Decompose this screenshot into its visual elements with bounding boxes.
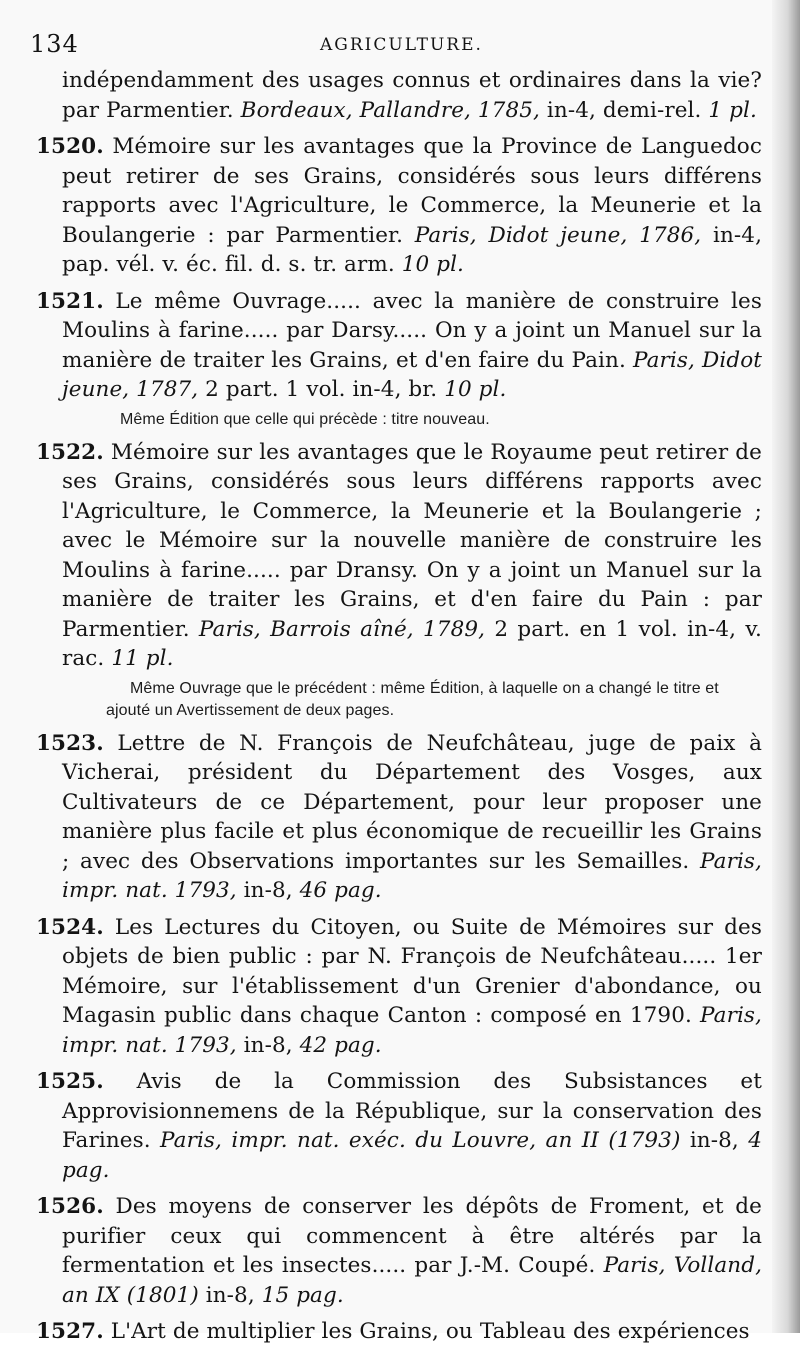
entry-text: Les Lectures du Citoyen, ou Suite de Mémoires sur des objets de bien public : par N. François de Neufchâteau..... 1er Mémoire, sur l'établissement d'un Grenier d'abondance, ou Magasin public dans chaque Canton : composé en 1790. [62,914,762,1028]
entry-plates: 11 pl. [111,646,174,671]
scan-page-edge [772,0,800,1333]
entry-text: Des moyens de conserver les dépôts de Froment, et de purifier ceux qui commencent à être altérés par la fermentation et les insectes..... par J.-M. Coupé. [62,1194,762,1278]
entry-number: 1527. [36,1319,104,1344]
entry-plates: 1 pl. [708,97,757,123]
entry-text: in-8, [236,1032,300,1058]
entry-imprint: Paris, Didot jeune, 1786, [414,222,702,248]
entry-1526 [36,1192,762,1310]
entry-imprint: Paris, impr. nat. exéc. du Louvre, an II (1793) [160,1128,681,1153]
running-head: AGRICULTURE. [320,35,483,55]
entry-pages: 42 pag. [299,1032,382,1058]
entry-imprint: Paris, Volland, an IX (1801) [62,1253,763,1308]
entry-1523 [36,729,762,906]
entry-plates: 10 pl. [444,377,507,402]
entry-imprint: Paris, Didot jeune, 1787, [62,347,762,402]
entry-text: 2 part. en 1 vol. in-4, v. rac. [62,616,762,671]
entry-1524 [36,913,762,1061]
entry-number: 1525. [36,1069,104,1094]
entry-text: in-4, demi-rel. [539,97,709,123]
entry-imprint: Paris, impr. nat. 1793, [62,1003,762,1058]
entry-number: 1520. [36,134,104,159]
page-number: 134 [30,30,79,58]
entry-pages: 46 pag. [299,878,382,903]
entry-text: Mémoire sur les avantages que le Royaume peut retirer de ses Grains, considérés sous leurs différens rapports avec l'Agriculture, le Commerce, la Meunerie et la Boulangerie ; avec le Mémoire sur la nouvelle manière de construire les Moulins à farine..... par Dransy. On y a joint un Manuel sur la manière de traiter les Grains, et d'en faire du Pain : par Parmentier. [62,439,762,642]
entry-1525 [36,1067,762,1185]
entry-1522 [36,438,762,674]
page-header [30,30,750,58]
entry-number: 1526. [36,1194,104,1219]
entry-1521 [36,287,762,405]
entry-text: in-8, [680,1128,749,1153]
entry-pages: 15 pag. [261,1282,344,1308]
entry-plates: 10 pl. [401,252,464,277]
catalogue-entries [36,66,762,1347]
entry-number: 1524. [36,914,104,940]
entry-number: 1523. [36,730,104,756]
entry-note: Même Édition que celle qui précède : titre nouveau. [120,410,490,428]
entry-text: Lettre de N. François de Neufchâteau, juge de paix à Vicherai, président du Département des Vosges, aux Cultivateurs de ce Département, pour leur proposer une manière plus facile et plus économique de recueillir les Grains ; avec des Observations importantes sur les Semailles. [62,730,762,874]
entry-imprint: Paris, Barrois aîné, 1789, [198,616,486,642]
entry-text: in-8, [236,878,300,903]
entry-text: Avis de la Commission des Subsistances et Approvisionnemens de la République, sur la conservation des Farines. [62,1069,762,1153]
entry-number: 1522. [36,439,104,465]
entry-1527 [36,1317,762,1347]
entry-text: indépendamment des usages connus et ordinaires dans la vie? par Parmentier. [62,68,762,123]
entry-pages: 4 pag. [62,1128,762,1183]
entry-number: 1521. [36,288,104,314]
entry-note: Même Ouvrage que le précédent : même Édition, à laquelle on a changé le titre et ajouté un Avertissement de deux pages. [106,679,719,719]
entry-text: in-8, [198,1282,262,1308]
entry-text: in-4, pap. vél. v. éc. fil. d. s. tr. arm. [62,222,763,277]
entry-text: Le même Ouvrage..... avec la manière de construire les Moulins à farine..... par Darsy..... On y a joint un Manuel sur la manière de traiter les Grains, et d'en faire du Pain. [62,288,762,373]
entry-1520 [36,132,762,280]
continued-entry [36,66,762,125]
entry-text: Mémoire sur les avantages que la Province de Languedoc peut retirer de ses Grains, considérés sous leurs différens rapports avec l'Agriculture, le Commerce, la Meunerie et la Boulangerie : par Parmentier. [62,134,762,248]
entry-imprint: Bordeaux, Pallandre, 1785, [240,97,540,123]
entry-imprint: Paris, impr. nat. 1793, [62,848,762,903]
entry-text: L'Art de multiplier les Grains, ou Tableau des expériences [103,1319,750,1344]
entry-text: 2 part. 1 vol. in-4, br. [198,377,445,402]
